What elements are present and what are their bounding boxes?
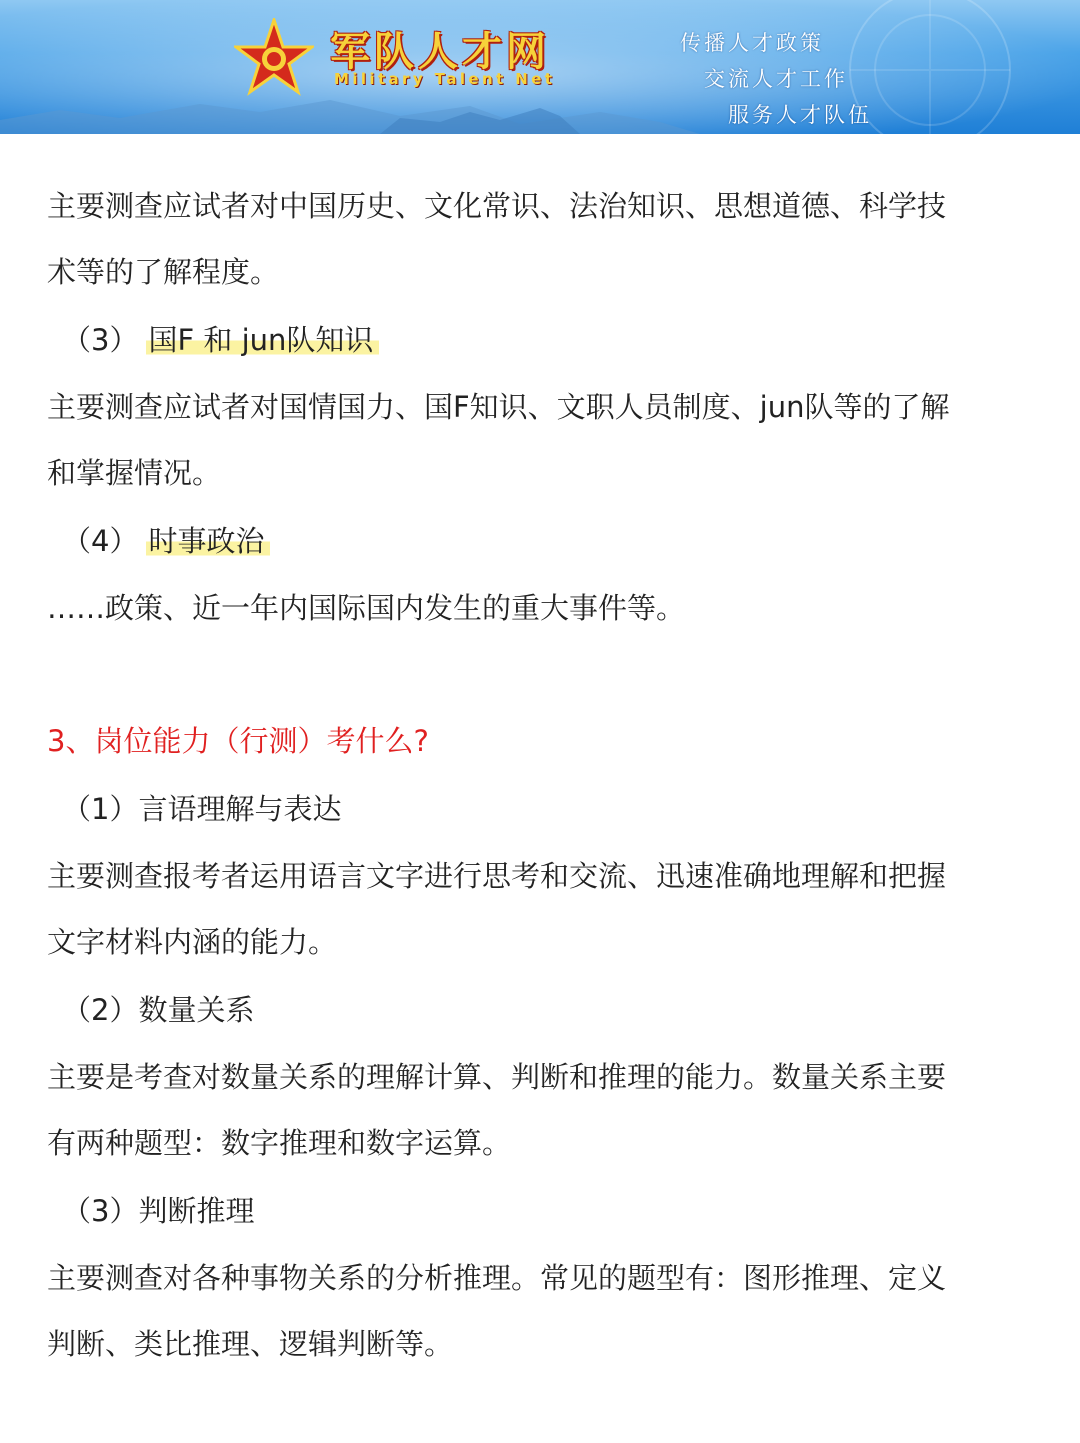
paragraph-line: 主要测查报考者运用语言文字进行思考和交流、迅速准确地理解和把握 <box>47 859 947 893</box>
site-name-logo-text: 军队人才网 <box>330 29 550 75</box>
paragraph-line: 文字材料内涵的能力。 <box>47 925 338 959</box>
paragraph-line: ……政策、近一年内国际国内发生的重大事件等。 <box>47 591 686 625</box>
paragraph-line: 主要测查应试者对中国历史、文化常识、法治知识、思想道德、科学技 <box>47 189 947 223</box>
paragraph-line: 有两种题型：数字推理和数字运算。 <box>47 1126 512 1160</box>
paragraph-line: 主要测查应试者对国情国力、国F知识、文职人员制度、jun队等的了解 <box>47 390 950 424</box>
paragraph-line: 判断、类比推理、逻辑判断等。 <box>47 1327 454 1361</box>
subsection-item: （3）判断推理 <box>62 1194 255 1228</box>
slogan-line-3: 服务人才队伍 <box>728 103 872 127</box>
paragraph-line: 术等的了解程度。 <box>47 255 280 289</box>
paragraph-line: 和掌握情况。 <box>47 456 222 490</box>
highlighted-title: 国F 和 jun队知识 <box>146 323 379 357</box>
section-heading: 3、岗位能力（行测）考什么? <box>47 724 429 758</box>
subsection-item: （2）数量关系 <box>62 993 255 1027</box>
highlighted-title: 时事政治 <box>146 524 270 558</box>
paragraph-line: 主要测查对各种事物关系的分析推理。常见的题型有：图形推理、定义 <box>47 1261 947 1295</box>
site-name-english: Military Talent Net <box>334 70 556 88</box>
paragraph-line: 主要是考查对数量关系的理解计算、判断和推理的能力。数量关系主要 <box>47 1060 947 1094</box>
subsection-item <box>62 521 270 561</box>
slogan-line-1: 传播人才政策 <box>680 31 824 55</box>
subsection-item: （1）言语理解与表达 <box>62 792 342 826</box>
item-number: （3） <box>62 323 139 357</box>
slogan-line-2: 交流人才工作 <box>704 67 848 91</box>
subsection-item <box>62 320 379 360</box>
item-number: （4） <box>62 524 139 558</box>
